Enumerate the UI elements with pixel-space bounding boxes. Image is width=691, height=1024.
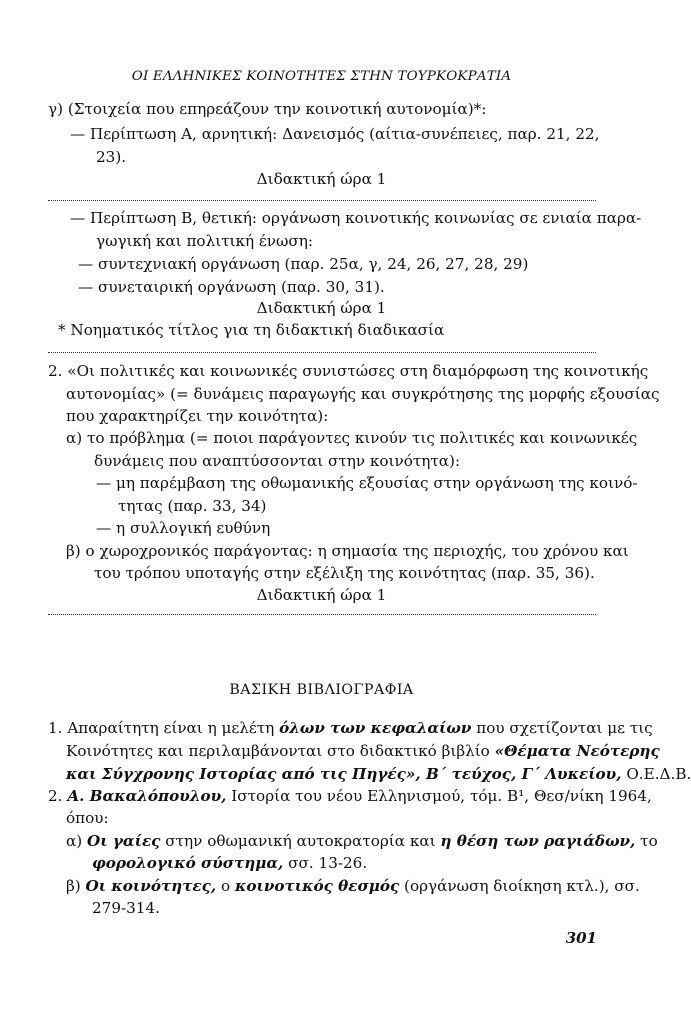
bib-item1-line2 [66, 741, 660, 762]
dotted-divider-3 [48, 614, 596, 615]
subsection-b-line1: β) ο χωροχρονικός παράγοντας: η σημασία της περιοχής, του χρόνου και [66, 542, 629, 560]
bib-text: που σχετίζονται με τις [471, 719, 653, 737]
bib-text: ο [216, 877, 236, 895]
bib-item2-a-line2 [92, 853, 367, 874]
bib-book-title: και Σύγχρονης Ιστορίας από τις Πηγές», Β΄ τεύχος, Γ΄ Λυκείου, [66, 765, 622, 783]
bib-text: στην οθωμανική αυτοκρατορία και [160, 832, 441, 850]
section-2-line2: αυτονομίας» (= δυνάμεις παραγωγής και συγκρότησης της μορφής εξουσίας [66, 385, 660, 403]
bib-item1-line1 [48, 718, 653, 739]
subsection-a-item2: — η συλλογική ευθύνη [96, 519, 271, 537]
bib-text: (οργάνωση διοίκηση κτλ.), σσ. [399, 877, 640, 895]
bib-text: σσ. 13-26. [283, 854, 368, 872]
subsection-a-line2: δυνάμεις που αναπτύσσονται στην κοινότητα): [94, 452, 461, 470]
page-number: 301 [565, 929, 597, 947]
bib-text: Ιστορία του νέου Ελληνισμού, τόμ. Β¹, Θεσ/νίκη 1964, [226, 787, 652, 805]
teaching-hour-1: Διδακτική ώρα 1 [256, 170, 387, 188]
bib-emphasis: φορολογικό σύστημα, [92, 854, 284, 872]
bib-author: Α. Βακαλόπουλου, [67, 787, 227, 805]
footnote: * Νοηματικός τίτλος για τη διδακτική διαδικασία [58, 321, 445, 339]
bib-emphasis: Οι γαίες [87, 832, 161, 850]
teaching-hour-3: Διδακτική ώρα 1 [256, 586, 387, 604]
section-gamma-heading: γ) (Στοιχεία που επηρεάζουν την κοινοτική αυτονομία)*: [48, 100, 487, 118]
bib-text: 1. Απαραίτητη είναι η μελέτη [48, 719, 280, 737]
bib-emphasis: κοινοτικός θεσμός [235, 877, 400, 895]
bib-book-title: «Θέματα Νεότερης [494, 742, 660, 760]
bib-emphasis: όλων των κεφαλαίων [279, 719, 472, 737]
guild-organization: — συντεχνιακή οργάνωση (παρ. 25α, γ, 24, 26, 27, 28, 29) [78, 255, 529, 273]
bib-publisher: Ο.Ε.Δ.Β. [621, 765, 691, 783]
bib-text: το [635, 832, 658, 850]
bib-emphasis: Οι κοινότητες, [85, 877, 217, 895]
case-b-line2: γωγική και πολιτική ένωση: [96, 232, 313, 250]
bib-item2-line2: όπου: [66, 809, 109, 827]
section-2-line3: που χαρακτηρίζει την κοινότητα): [66, 407, 329, 425]
subsection-a-item1-line1: — μη παρέμβαση της οθωμανικής εξουσίας στην οργάνωση της κοινό- [96, 474, 638, 492]
subsection-a-item1-line2: τητας (παρ. 33, 34) [118, 497, 267, 515]
case-b-line1: — Περίπτωση Β, θετική: οργάνωση κοινοτικής κοινωνίας σε ενιαία παρα- [70, 209, 642, 227]
bib-emphasis: η θέση των ραγιάδων, [440, 832, 636, 850]
section-2-line1: 2. «Οι πολιτικές και κοινωνικές συνιστώσες στη διαμόρφωση της κοινοτικής [48, 362, 649, 380]
bib-text: β) [66, 877, 86, 895]
bib-item2-b-line1 [66, 876, 640, 897]
bibliography-heading: ΒΑΣΙΚΗ ΒΙΒΛΙΟΓΡΑΦΙΑ [229, 682, 414, 698]
case-a-line1: — Περίπτωση Α, αρνητική: Δανεισμός (αίτια-συνέπειες, παρ. 21, 22, [70, 125, 600, 143]
dotted-divider-2 [48, 352, 596, 353]
case-a-line2: 23). [96, 148, 127, 166]
bib-item2-b-line2: 279-314. [92, 899, 160, 917]
bib-text: 2. [48, 787, 68, 805]
bib-item2-a-line1 [66, 831, 658, 852]
bib-text: Κοινότητες και περιλαμβάνονται στο διδακτικό βιβλίο [66, 742, 495, 760]
bib-text: α) [66, 832, 88, 850]
teaching-hour-2: Διδακτική ώρα 1 [256, 299, 387, 317]
bib-item1-line3 [66, 764, 691, 785]
bib-item2-line1 [48, 786, 652, 807]
subsection-b-line2: του τρόπου υποταγής στην εξέλιξη της κοινότητας (παρ. 35, 36). [94, 564, 595, 582]
subsection-a-line1: α) το πρόβλημα (= ποιοι παράγοντες κινούν τις πολιτικές και κοινωνικές [66, 429, 638, 447]
company-organization: — συνεταιρική οργάνωση (παρ. 30, 31). [78, 278, 385, 296]
dotted-divider-1 [48, 200, 596, 201]
running-header: ΟΙ ΕΛΛΗΝΙΚΕΣ ΚΟΙΝΟΤΗΤΕΣ ΣΤΗΝ ΤΟΥΡΚΟΚΡΑΤΙΑ [131, 69, 512, 84]
